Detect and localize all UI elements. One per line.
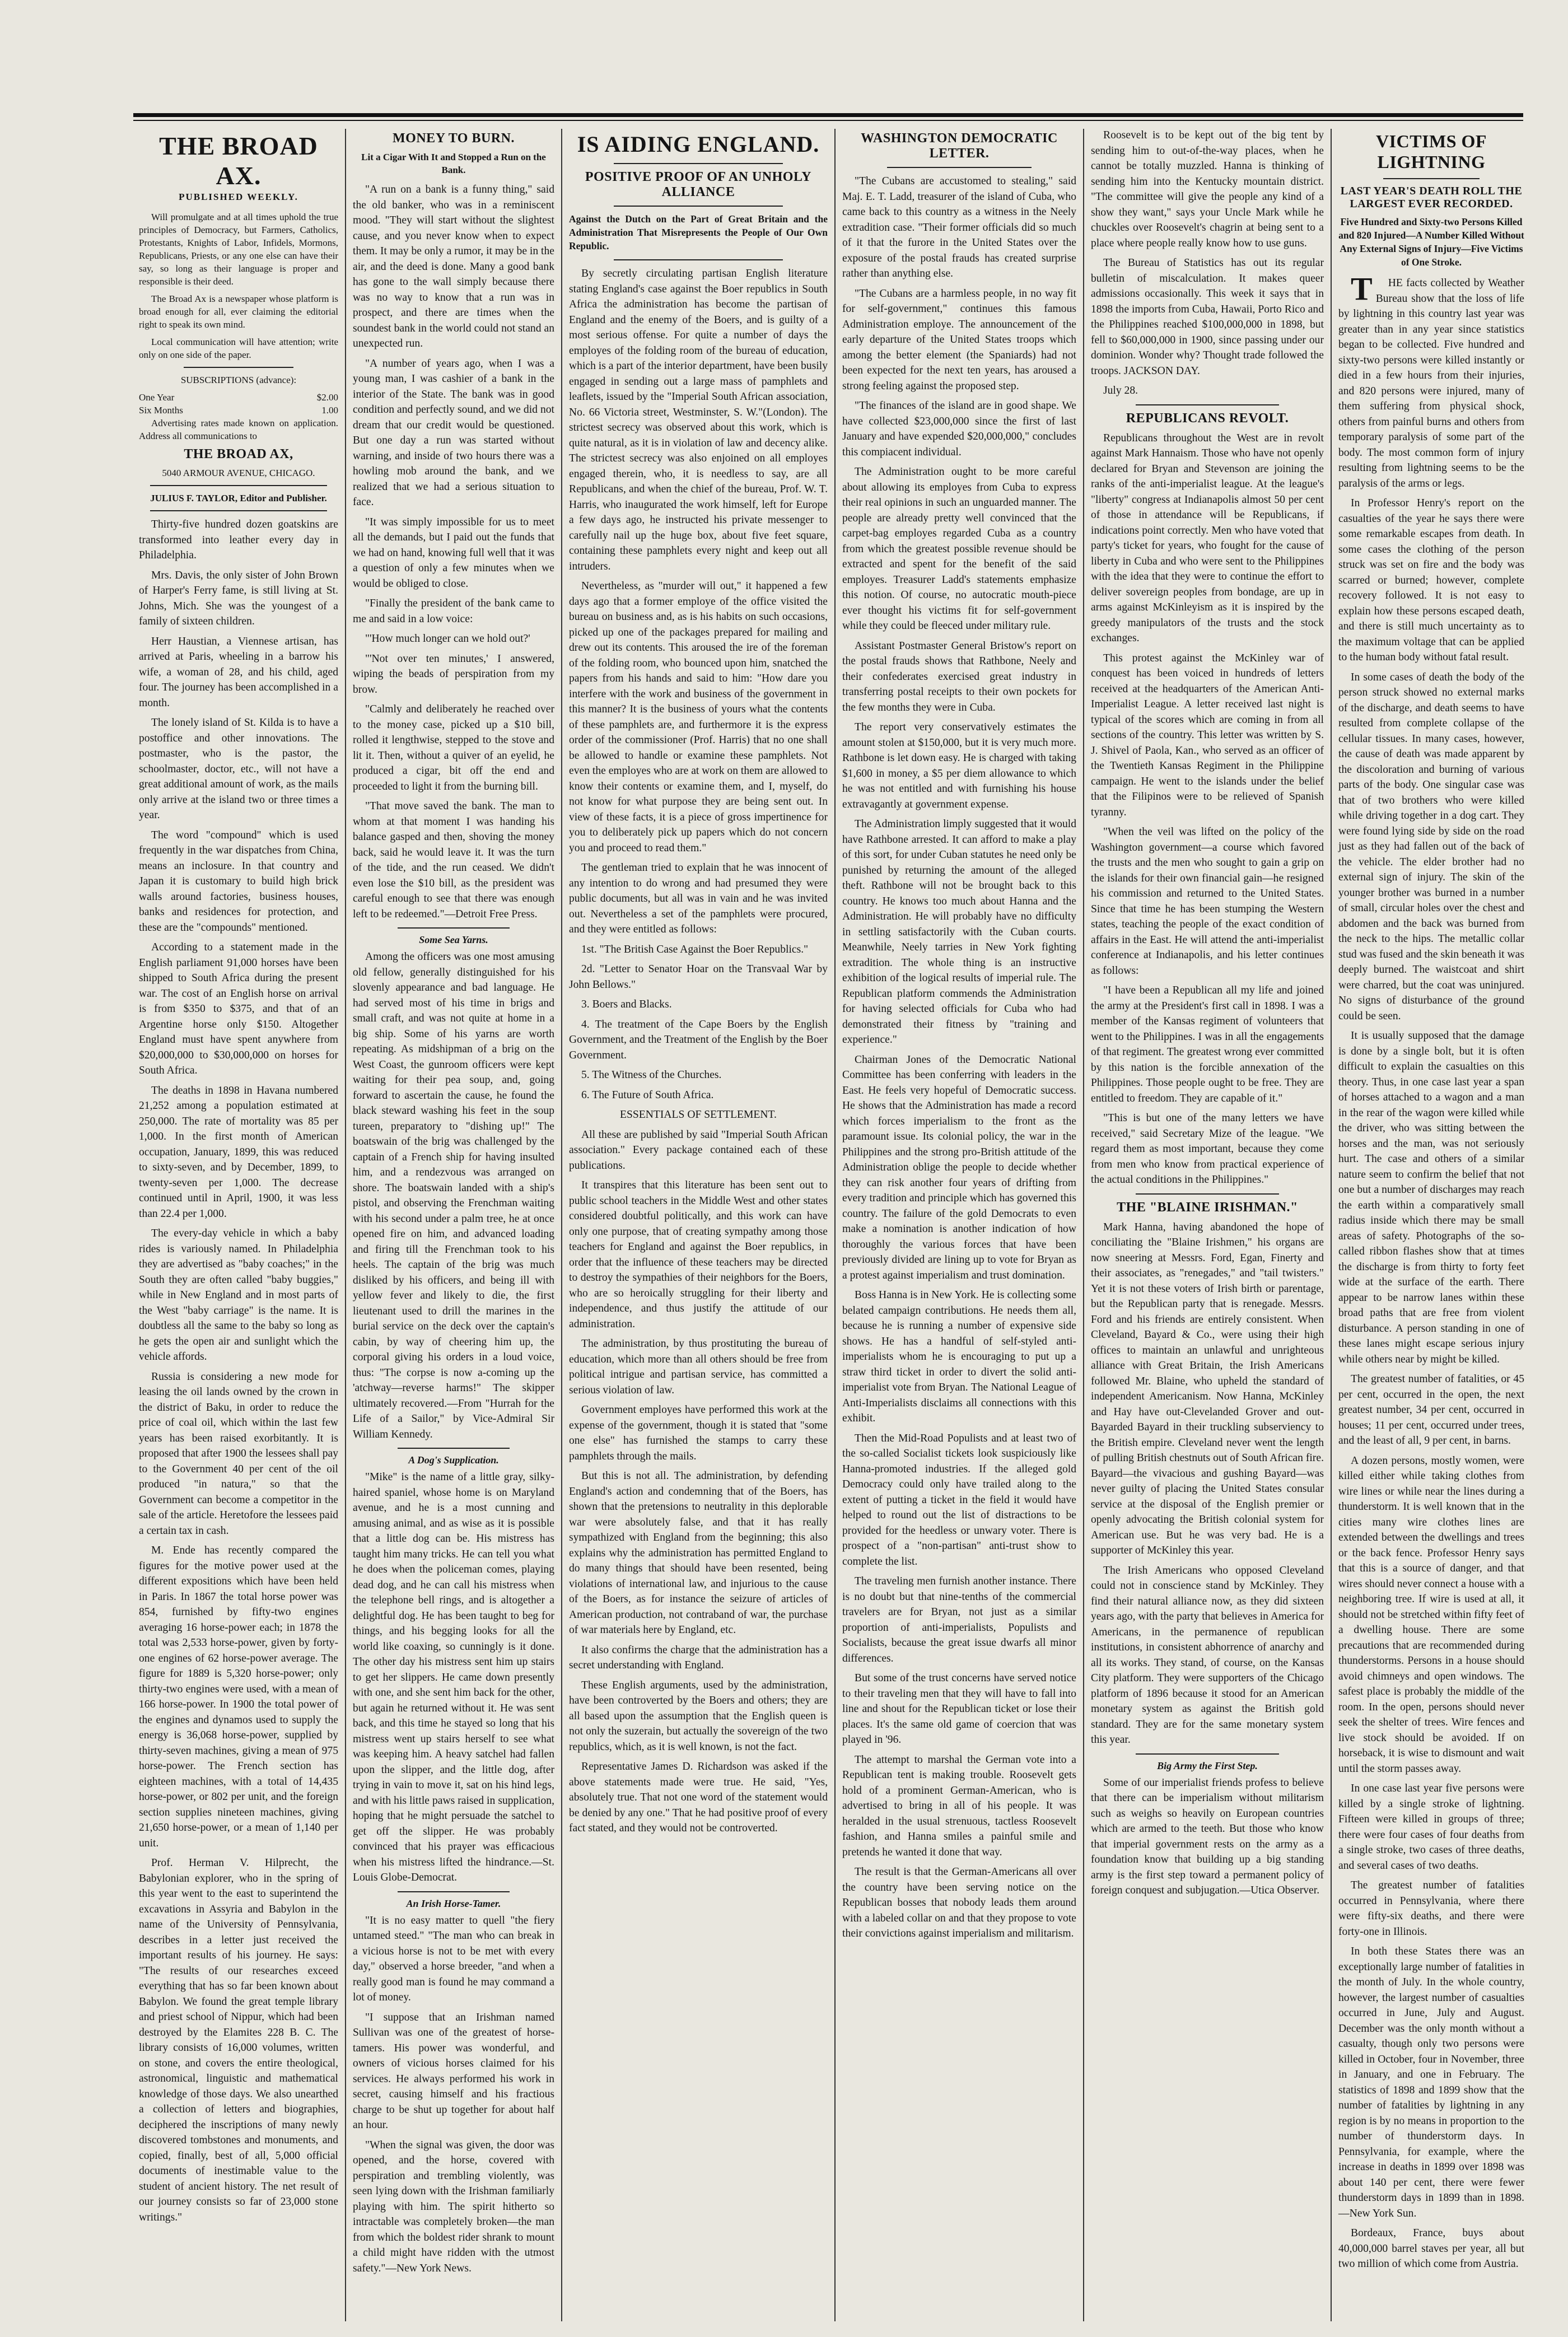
divider bbox=[614, 163, 783, 164]
paragraph: "Mike" is the name of a little gray, silky-haired spaniel, whose home is on Maryland avenue, and he is a most cunning and amusing animal, and as wise as it is possible that a little dog can be. His mistress has taught him many tricks. He can tell you what he does when the policeman comes, playing dead dog, and he can call his mistress when the telephone bell rings, and is altogether a delightful dog. He has been taught to beg for things, and his begging looks for all the world like coaxing, so cunningly is it done. The other day his mistress sent him up stairs to get her slippers. He came down presently with one, and she sent him back for the other, but again he returned without it. He was sent back, and this time he stayed so long that his mistress went up stairs herself to see what was keeping him. A heavy satchel had fallen upon the slipper, and the little dog, after trying in vain to move it, sat on his hind legs, and with his little paws raised in supplication, hoping that he might persuade the satchel to get off the slipper. He was probably convinced that his prayer was efficacious when his mistress lifted the hindrance.—St. Louis Globe-Democrat. bbox=[353, 1471, 554, 1883]
paragraph: Thirty-five hundred dozen goatskins are transformed into leather every day in Philadelphia. bbox=[139, 519, 338, 561]
subscriptions-heading: SUBSCRIPTIONS (advance): bbox=[180, 375, 297, 385]
list-item: 1st. "The British Case Against the Boer Republics." bbox=[581, 943, 809, 955]
list-item: 5. The Witness of the Churches. bbox=[581, 1069, 722, 1081]
subscription-label: One Year bbox=[139, 392, 175, 403]
list-tail: ESSENTIALS OF SETTLEMENT. bbox=[620, 1109, 777, 1121]
paragraph: But this is not all. The administration, by defending England's action and condemning that of the Boers, has shown that the pretensions to neutrality in this deplorable war were absolutely false, and that it has really sympathized with England from the beginning; this also explains why the administration has permitted England to do many things that should have been resented, being violations of international law, and injurious to the cause of the Boers, as for instance the seizure of articles of American production, not contraband of war, the purchase of war materials here by England, etc. bbox=[569, 1470, 828, 1636]
article-body bbox=[1091, 1775, 1324, 1898]
article-title: MONEY TO BURN. bbox=[393, 131, 515, 146]
address-street: 5040 ARMOUR AVENUE, CHICAGO. bbox=[162, 468, 315, 478]
paragraph: "This is but one of the many letters we have received," said Secretary Mize of the league. "We regard them as most important, because they come from men who know from practical experience of the actual conditions in the Philippines." bbox=[1091, 1112, 1324, 1186]
column-3 bbox=[564, 128, 832, 2323]
paragraph: The Bureau of Statistics has out its regular bulletin of miscalculation. It makes queer admissions occasionally. This week it says that in 1898 the imports from Cuba, Hawaii, Porto Rico and the Philippines reached $100,000,000 in 1898, but fell to $60,000,000 in 1900, since passing under our dominion. Wonder why? Thought trade followed the troops. JACKSON DAY. bbox=[1091, 257, 1324, 377]
paragraph: "It was simply impossible for us to meet all the demands, but I paid out the funds that we had on hand, knowing full well that it was a question of only a few minutes when we would be obliged to close. bbox=[353, 516, 554, 590]
paragraph: "I suppose that an Irishman named Sullivan was one of the greatest of horse-tamers. His power was wonderful, and owners of vicious horses claimed for his services. He always performed his work in secret, causing himself and his fractious charge to be shut up together for about half an hour. bbox=[353, 2011, 554, 2131]
paragraph: It is usually supposed that the damage is done by a single bolt, but it is often difficult to explain the casualties on this theory. Thus, in one case last year a span of horses attached to a wagon and a man in the rear of the wagon were killed while the driver, who was sitting between the horses and the man, was not seriously hurt. The case and others of a similar nature seem to confirm the belief that not one but a number of discharges may reach the earth within a comparatively small radius inside which there may be small areas of safety. Photographs of the so-called ribbon flashes show that at times the discharge is from thirty to forty feet wide at the surface of the earth. There appear to be narrow lanes within these broad paths that are free from violent disturbance. A person standing in one of these lanes might escape serious injury while others near by might be killed. bbox=[1338, 1030, 1524, 1365]
masthead-title: THE BROAD AX. bbox=[159, 132, 318, 190]
paragraph: "That move saved the bank. The man to whom at that moment I was handing his balance gasped and then, shoving the money back, said he would leave it. It was the turn of the tide, and the run ceased. We didn't even lose the $10 bill, as the president was careful enough to see that there was enough left to be redeemed."—Detroit Free Press. bbox=[353, 800, 554, 920]
dateline: July 28. bbox=[1103, 385, 1138, 397]
article-body bbox=[569, 266, 828, 937]
divider bbox=[150, 510, 327, 511]
paragraph: "The finances of the island are in good shape. We have collected $23,000,000 since the first of last January and have expended $20,000,000," concludes this compiacent individual. bbox=[842, 400, 1076, 458]
column-5 bbox=[1086, 128, 1328, 2323]
column-2 bbox=[348, 128, 559, 2323]
paragraph: Republicans throughout the West are in revolt against Mark Hannaism. Those who have not openly declared for Bryan and Stevenson are joining the ranks of the anti-imperialist league. At the league's "liberty" congress at Indianapolis almost 50 per cent of those in attendance will be Republicans, if indications point correctly. Men who have voted that party's ticket for years, who fought for the cause of liberty in Cuba and who were sent to the Philippines with the idea that they were to continue the effort to deliver sovereign peoples from bondage, are up in arms against McKinleyism as it is inspired by the greedy manipulators of the trusts and the stock exchanges. bbox=[1091, 432, 1324, 644]
paragraph: Russia is considering a new mode for leasing the oil lands owned by the crown in the district of Baku, in order to reduce the price of coal oil, which within the last few years has been raised exorbitantly. It is proposed that after 1900 the lessees shall pay to the Government 40 per cent of the oil produced "in natura," so that the Government can become a competitor in the sale of the article. Heretofore the lessees paid a certain tax in cash. bbox=[139, 1370, 338, 1537]
article-title: REPUBLICANS REVOLT. bbox=[1126, 411, 1289, 426]
divider bbox=[1136, 1193, 1279, 1195]
editor-line: JULIUS F. TAYLOR, Editor and Publisher. bbox=[150, 493, 327, 503]
divider bbox=[614, 206, 783, 207]
paragraph: In one case last year five persons were killed by a single stroke of lightning. Fifteen were killed in groups of three; there were four cases of four deaths from a single stroke, two cases of three deaths, and several cases of two deaths. bbox=[1338, 1783, 1524, 1872]
paragraph: In Professor Henry's report on the casualties of the year he says there were some remarkable escapes from death. In some cases the clothing of the person struck was set on fire and the body was scarred or burned; however, complete recovery followed. It is not easy to explain how these persons escaped death, and there is still much uncertainty as to the maximum voltage that can be applied to the human body without fatal result. bbox=[1338, 497, 1524, 663]
paragraph: The administration, by thus prostituting the bureau of education, which more than all others should be free from political intrigue and partisan service, has committed a serious violation of law. bbox=[569, 1338, 828, 1396]
list-item: 2d. "Letter to Senator Hoar on the Transvaal War by John Bellows." bbox=[569, 963, 828, 991]
paragraph: Mark Hanna, having abandoned the hope of conciliating the "Blaine Irishmen," his organs are now sneering at Messrs. Ford, Egan, Finerty and their associates, as "renegades," and "tail twisters." Yet it is not these voters of Irish birth or parentage, but the Republican party that is renegade. Messrs. Ford and his friends are entirely consistent. When Cleveland, Bayard & Co., were using their high offices to maintain an unlawful and unrighteous alliance with Great Britain, the Irish Americans followed Mr. Blaine, who upheld the standard of independent Americanism. Now Hanna, McKinley and Hay have out-Clevelanded Grover and out-Bayarded Bayard in their truckling subserviency to the British empire. Cleveland never went the length of pulling British chestnuts out of South African fire. Bayard—the vivacious and gushing Bayard—was never guilty of placing the United States consular service at the disposal of the English premier or openly advocating the British colonial system for American use. But he was very bad. He is a supporter of McKinley this year. bbox=[1091, 1221, 1324, 1556]
column-6 bbox=[1334, 128, 1529, 2323]
subscription-row bbox=[139, 404, 338, 417]
paragraph: But some of the trust concerns have served notice to their traveling men that they will have to fall into line and shout for the Republican ticket or lose their places. It's the same old game of coercion that was played in '96. bbox=[842, 1672, 1076, 1746]
paragraph: This protest against the McKinley war of conquest has been voiced in hundreds of letters received at the headquarters of the American Anti-Imperialist League. A letter received last night is typical of the scores which are coming in from all sections of the country. This letter was written by S. J. Shivel of Paola, Kan., who served as an officer of the Twentieth Kansas Regiment in the Philippine campaign. He went to the islands under the belief that the Filipinos were to be relieved of Spanish tyranny. bbox=[1091, 652, 1324, 818]
paragraph: "A number of years ago, when I was a young man, I was cashier of a bank in the interior of the State. The bank was in good condition and perfectly sound, and we did not dream that our credit would be questioned. But one day a run was started without warning, and inside of two hours there was a howling mob around the bank, and we realized that we had a serious situation to face. bbox=[353, 357, 554, 508]
column-1 bbox=[134, 128, 343, 2323]
subscription-row bbox=[139, 391, 338, 404]
paragraph: A dozen persons, mostly women, were killed either while taking clothes from wire lines or while near the lines during a thunderstorm. It is well known that in the cities many wire clothes lines are extended between the dwellings and trees or the back fence. Professor Henry says that this is a source of danger, and that wires should never connect a house with a neighboring tree. If wire is used at all, it should not be stretched within fifty feet of a dwelling house. There are some precautions that are recommended during thunderstorms. Persons in a house should avoid chimneys and open windows. The safest place is probably the middle of the room. In the open, persons should never seek the shelter of trees. Wire fences and live stock should be avoided. If on horseback, it is wise to dismount and wait until the storm passes away. bbox=[1338, 1454, 1524, 1775]
advertising-note: Advertising rates made known on application. Address all communications to bbox=[139, 418, 338, 441]
article-title: VICTIMS OF LIGHTNING bbox=[1376, 131, 1487, 172]
paragraph: The attempt to marshal the German vote into a Republican tent is making trouble. Roosevelt gets hold of a prominent German-American, who is advertised to bring in all of his people. It was heralded in the usual strenuous, tactless Roosevelt fashion, and Hanna smiles a painful smile and pretends he wanted it done that way. bbox=[842, 1753, 1076, 1858]
paragraph: Boss Hanna is in New York. He is collecting some belated campaign contributions. He needs them all, because he is running a number of expensive side shows. He has a handful of self-styled anti-imperialists whom he is encouraging to put up a straw third ticket in order to divert the solid anti-imperialist vote from Bryan. The National League of Anti-Imperialists disclaims all connections with this exhibit. bbox=[842, 1289, 1076, 1424]
paragraph: Roosevelt is to be kept out of the big tent by sending him to out-of-the-way places, when he cannot be totally muzzled. Hanna is thinking of sending him into the Kentucky mountain district. "The committee will give the people any kind of a show they want," says your Uncle Mark while he chuckles over Roosevelt's chagrin at being sent to a place where people really know how to use guns. bbox=[1091, 129, 1324, 249]
paragraph: The word "compound" which is used frequently in the war dispatches from China, means an inclosure. In that country and Japan it is customary to build high brick walls around factories, business houses, banks and residences for protection, and these are the "compounds" mentioned. bbox=[139, 829, 338, 934]
article-title: Big Army the First Step. bbox=[1157, 1760, 1258, 1771]
paragraph: Representative James D. Richardson was asked if the above statements made were true. He said, "Yes, absolutely true. That not one word of the statement would be denied by any one." That he had positive proof of every fact stated, and they would not be controverted. bbox=[569, 1761, 828, 1834]
article-body bbox=[1338, 270, 1524, 2272]
divider bbox=[150, 485, 327, 486]
paragraph: "Finally the president of the bank came to me and said in a low voice: bbox=[353, 598, 554, 625]
policy-text: Local communication will have attention; write only on one side of the paper. bbox=[139, 337, 338, 360]
top-rule-thin bbox=[133, 120, 1523, 121]
paragraph: "When the veil was lifted on the policy of the Washington government—a course which favored the trusts and the men who sought to gain a grip on the islands for their own financial gain—he resigned his commission and returned to the United States. Since that time he has been stumping the Western states, teaching the people of the exact condition of affairs in the East. He will attend the anti-imperialist conference at Indianapolis, and his letter continues as follows: bbox=[1091, 826, 1324, 977]
masthead-subtitle: PUBLISHED WEEKLY. bbox=[179, 192, 298, 202]
article-title: Some Sea Yarns. bbox=[419, 934, 488, 945]
paragraph: Then the Mid-Road Populists and at least two of the so-called Socialist tickets look suspiciously like Hanna-promoted industries. If the alleged gold Democracy could only have trailed along to the extent of putting a ticket in the field it would have helped to round out the list of distractions to be provided for the heedless or unwary voter. There is prospect of a "non-partisan" anti-trust show to complete the list. bbox=[842, 1432, 1076, 1568]
subscription-label: Six Months bbox=[139, 405, 183, 416]
divider bbox=[398, 927, 510, 929]
list-item: 3. Boers and Blacks. bbox=[581, 999, 672, 1010]
article-body bbox=[569, 1127, 828, 1836]
divider bbox=[398, 1891, 510, 1892]
paragraph: "The Cubans are accustomed to stealing," said Maj. E. T. Ladd, treasurer of the island of Cuba, who came back to this country as a witness in the Neely extradition case. "Their former officials did so much of it that the furore in the United States over the exposure of the postal frauds has created surprise rather than anything else. bbox=[842, 175, 1076, 279]
paragraph: Nevertheless, as "murder will out," it happened a few days ago that a former employe of the office visited the bureau on business and, as is his habits on such occasions, picked up one of the packages prepared for mailing and drew out its contents. This aroused the ire of the foreman of the folding room, who bounced upon him, snatched the papers from his hands and said to him: "How dare you interfere with the work and business of the government in this manner? It is the business of yours what the contents of these pamphlets are, and furthermore it is the express order of the commissioner (Prof. Harris) that no one shall be allowed to handle or examine these pamphlets. Not even the employes who are at work on them are allowed to know their contents or examine them, and I, myself, do not know for what purpose they are being sent out. In view of these facts, it is a piece of gross impertinence for you to deliberately pick up papers which do not concern you and proceed to read them." bbox=[569, 580, 828, 854]
article-body bbox=[353, 1913, 554, 2277]
paragraph: The greatest number of fatalities occurred in Pennsylvania, where there were fifty-six deaths, and there were forty-one in Illinois. bbox=[1338, 1879, 1524, 1938]
column-rule bbox=[834, 129, 836, 2321]
article-body bbox=[842, 174, 1076, 1942]
paragraph: "'How much longer can we hold out?' bbox=[365, 633, 530, 645]
paragraph: The deaths in 1898 in Havana numbered 21,252 among a population estimated at 250,000. The rate of mortality was 85 per 1,000. In the first month of American occupation, January, 1899, this was reduced to sixty-seven, and by December, 1899, to twenty-seven per 1,000. The decrease continued until in April, 1900, it was less than 22.4 per 1,000. bbox=[139, 1084, 338, 1220]
policy-text: Will promulgate and at all times uphold the true principles of Democracy, but Farmers, Catholics, Protestants, Knights of Labor, Infidels, Mormons, Republicans, Priests, or any one else can have their say, so long as their language is proper and responsible is their deed. bbox=[139, 212, 338, 287]
paragraph: "The Cubans are a harmless people, in no way fit for self-government," continues this famous Administration employe. The announcement of the early departure of the United States troops which among the better element (the Spaniards) had not been expected for the next ten years, has aroused a strong feeling against the proposed step. bbox=[842, 287, 1076, 392]
column-rule bbox=[1331, 129, 1332, 2321]
paragraph: The Administration limply suggested that it would have Rathbone arrested. It can afford to make a play of this sort, for under Cuban statutes he need only be punished by returning the amount of the alleged theft. Rathbone will not be brought back to this country. He knows too much about Hanna and the Administration. He will probably have no difficulty in settling satisfactorily with the Cuban courts. Meanwhile, Neely tarries in New York fighting extradition. The whole thing is an instructive exhibition of the logical results of imperial rule. The Republican platform commends the Administration for having selected officials for Cuba who had demonstrated their fitness by "training and experience." bbox=[842, 818, 1076, 1046]
paragraph: Mrs. Davis, the only sister of John Brown of Harper's Ferry fame, is still living at St. Johns, Mich. She was the youngest of a family of sixteen children. bbox=[139, 569, 338, 627]
divider bbox=[1136, 404, 1279, 405]
article-body bbox=[1091, 1220, 1324, 1748]
paragraph: Prof. Herman V. Hilprecht, the Babylonian explorer, who in the spring of this year went to the east to superintend the excavations in Assyria and Babylon in the name of the University of Pennsylvania, describes in a letter just received the important results of his journey. He says: "The results of our researches exceed everything that has so far been known about Babylon. We found the great temple library and priest school of Nippur, which had been destroyed by the Elamites 228 B. C. The library consists of 16,000 volumes, written on stone, and covers the entire theological, astronomical, linguistic and mathematical knowledge of those days. We also unearthed a collection of letters and biographies, deciphered the inscriptions of many newly discovered tombstones and monuments, and copied, finally, best of all, 5,000 official documents of inestimable value to the student of ancient history. The net result of our journey consists so far of 23,000 stone writings." bbox=[139, 1857, 338, 2223]
article-title: A Dog's Supplication. bbox=[408, 1454, 499, 1466]
paragraph: It also confirms the charge that the administration has a secret understanding with England. bbox=[569, 1644, 828, 1671]
paragraph: In both these States there was an exceptionally large number of fatalities in the month of July. In the whole country, however, the largest number of casualties occurred in June, July and August. December was the only month without a casualty, though only two persons were killed in October, four in November, three in January, and one in February. The statistics of 1898 and 1899 show that the number of fatalities by lightning in any region is by no means in proportion to the number of thunderstorm days. In Pennsylvania, for example, where the increase in deaths in 1899 over 1898 was about 140 per cent, there were fewer thunderstorm days in 1899 than in 1898.—New York Sun. bbox=[1338, 1946, 1524, 2219]
article-title: THE "BLAINE IRISHMAN." bbox=[1117, 1200, 1298, 1215]
article-title: WASHINGTON DEMOCRATIC LETTER. bbox=[861, 131, 1058, 161]
top-rule bbox=[133, 113, 1523, 117]
pamphlet-list bbox=[569, 942, 828, 1103]
paragraph: All these are published by said "Imperial South African association." Every package contained each of these publications. bbox=[569, 1128, 828, 1172]
paragraph: M. Ende has recently compared the figures for the motive power used at the different expositions which have been held in Paris. In 1867 the total horse power was 854, furnished by fifty-two engines averaging 16 horse-power each; in 1878 the total was 2,533 horse-power, given by forty-one engines of 62 horse-power average. The figure for 1889 is 5,320 horse-power; only thirty-two engines were used, with a mean of 166 horse-power. In 1900 the total power of the engines and dynamos used to supply the energy is 36,068 horse-power, supplied by thirty-seven machines, giving a mean of 975 horse-power. The French section has eighteen machines, with a total of 14,435 horse-power, or 802 per unit, and the foreign section supplies nineteen machines, giving 21,650 horse-power, or a mean of 1,140 per unit. bbox=[139, 1545, 338, 1849]
paragraph: Among the officers was one most amusing old fellow, generally distinguished for his slovenly appearance and bad language. He had served most of his time in brigs and small craft, and was not quite at home in a big ship. Some of his yarns are worth repeating. As midshipman of a brig on the West Coast, the gunroom officers were kept waiting for their pea soup, and, going forward to ascertain the cause, he found the black steward washing his feet in the soup tureen, preparatory to "dishing up!" The boatswain of the brig was challenged by the captain of a French ship for having insulted him, and a rendezvous was arranged on shore. The boatswain landed with a ship's pistol, and observing the Frenchman waiting with his second under a palm tree, he at once opened fire on him, and advanced loading and firing till the Frenchman took to his heels. The captain of the brig was much disliked by his officers, and being ill with yellow fever and likely to die, the first lieutenant used to drill the marines in the burial service on the deck over the captain's cabin, by way of cheering him up, the corporal giving his orders in a loud voice, thus: "The corpse is now a-coming up the 'atchway—reverse harms!" The skipper ultimately recovered.—From "Hurrah for the Life of a Sailor," by Vice-Admiral Sir William Kennedy. bbox=[353, 951, 554, 1440]
column-4 bbox=[838, 128, 1081, 2323]
paragraph: It transpires that this literature has been sent out to public school teachers in the Middle West and other states considered doubtful politically, and this work can have only one purpose, that of creating sympathy among those teachers for England and against the Boer republics, in order that the influence of these teachers may be directed to destroy the sympathies of their neighbors for the Boers, who are so heroically struggling for their liberty and independence, and thus justify the attitude of our administration. bbox=[569, 1179, 828, 1330]
paragraph: THE facts collected by Weather Bureau show that the loss of life by lightning in this country last year was greater than in any year since statistics began to be collected. Five hundred and sixty-two persons were killed instantly or died in a few hours from their injuries, and 820 persons were injured, many of them suffering from physical shock, others from painful burns and others from temporary paralysis of some part of the body. The most common form of injury resulting from lightning seems to be the paralysis of the arms or legs. bbox=[1338, 270, 1524, 489]
paragraph: "Calmly and deliberately he reached over to the money case, picked up a $10 bill, rolled it lengthwise, stepped to the stove and lit it. Then, without a quiver of an eyelid, he produced a cigar, bit off the end and proceeded to light it from the burning bill. bbox=[353, 703, 554, 792]
paragraph: In some cases of death the body of the person struck showed no external marks of the discharge, and death seems to have resulted from complete collapse of the cellular tissues. In many cases, however, the cause of death was made apparent by the discoloration and burning of various parts of the body. One singular case was that of two brothers who were killed while driving together in a dog cart. They were found lying side by side on the road just as they had fallen out of the back of the vehicle. The elder brother had no external sign of injury. The skin of the younger brother was burned in a number of small, circular holes over the chest and abdomen and the back was burned from the neck to the hips. The metallic collar stud was fused and the skin beneath it was deeply burned. The waistcoat and shirt were charred, but the coat was uninjured. No signs of disturbance of the ground could be seen. bbox=[1338, 671, 1524, 1022]
article-title: IS AIDING ENGLAND. bbox=[577, 132, 820, 157]
divider bbox=[1383, 178, 1480, 179]
paragraph: Herr Haustian, a Viennese artisan, has arrived at Paris, wheeling in a barrow his wife, a woman of 28, and his child, aged four. The journey has been accomplished in a month. bbox=[139, 635, 338, 709]
list-item: 4. The treatment of the Cape Boers by the English Government, and the Treatment of the English by the Boer Government. bbox=[569, 1018, 828, 1061]
list-item: 6. The Future of South Africa. bbox=[581, 1089, 714, 1101]
paragraph: "I have been a Republican all my life and joined the army at the President's first call in 1898. I was a member of the Kansas regiment of volunteers that went to the Philippines. I was in all the engagements of that regiment. The greatest wrong ever committed by this nation is the forcible annexation of the Philippines. Those people ought to be free. They are entitled to freedom. They are capable of it." bbox=[1091, 985, 1324, 1104]
paragraph: Government employes have performed this work at the expense of the government, though it is stated that "some one else" has furnished the stamps to carry these pamphlets through the mails. bbox=[569, 1404, 828, 1462]
divider bbox=[887, 167, 1032, 168]
column-rule bbox=[345, 129, 346, 2321]
paragraph: The greatest number of fatalities, or 45 per cent, occurred in the open, the next greatest number, 34 per cent, occurred in houses; 11 per cent, occurred under trees, and the least of all, 9 per cent, in barns. bbox=[1338, 1373, 1524, 1447]
policy-text: The Broad Ax is a newspaper whose platform is broad enough for all, ever claiming the editorial right to speak its own mind. bbox=[139, 293, 338, 330]
divider bbox=[614, 259, 783, 260]
divider bbox=[184, 367, 293, 368]
article-dek: Against the Dutch on the Part of Great Britain and the Administration That Misrepresents the People of Our Own Republic. bbox=[569, 213, 828, 251]
paragraph: By secretly circulating partisan English literature stating England's case against the Boer republics in South Africa the administration has become the partisan of England and the enemy of the Boers, and is guilty of a most serious offense. For quite a number of days the employes of the folding room of the bureau of education, which is a part of the interior department, have been busily engaged in sending out a large mass of pamphlets and leaflets, issued by the "Imperial South African association, No. 66 Victoria street, Westminster, S. W."(London). The strictest secrecy was observed about this work, which is quite natural, as it is in violation of law and decency alike. The strictest secrecy was also enjoined on all employes engaged therein, who, it is needless to say, are all Republicans, and when the chief of the bureau, Prof. W. T. Harris, who inaugurated the work himself, left for Europe a few days ago, he instructed his private messenger to carefully nail up the huge box, about five feet square, containing these pamphlets every night and keep out all intruders. bbox=[569, 268, 828, 572]
article-title: An Irish Horse-Tamer. bbox=[406, 1897, 501, 1909]
article-body bbox=[353, 949, 554, 1442]
paragraph: The traveling men furnish another instance. There is no doubt but that nine-tenths of the commercial travelers are for Bryan, not just as a similar proportion of anti-imperialists, Populists and Socialists, because the great issue dwarfs all minor differences. bbox=[842, 1575, 1076, 1664]
paragraph: These English arguments, used by the administration, have been controverted by the Boers and others; they are all based upon the assumption that the English queen is not only the suzerain, but actually the sovereign of the two republics, which, as it is well known, is not the fact. bbox=[569, 1679, 828, 1753]
address-name: THE BROAD AX, bbox=[184, 447, 293, 461]
news-items bbox=[139, 517, 338, 2225]
paragraph: Some of our imperialist friends profess to believe that there can be imperialism without militarism such as weighs so heavily on European countries which are armed to the teeth. But those who know that imperial government rests on the army as a foundation know that building up a big standing army is the first step toward a permanent policy of foreign conquest and subjugation.—Utica Observer. bbox=[1091, 1776, 1324, 1896]
paragraph: "A run on a bank is a funny thing," said the old banker, who was in a reminiscent mood. "They will start without the slightest cause, and you never know when to expect them. It may be only a rumor, it may be in the air, and the deed is done. Many a good bank has gone to the wall simply because there was no way to know that a run was in prospect, and there are times when the soundest bank in the world could not stand an unexpected run. bbox=[353, 184, 554, 349]
paragraph: The every-day vehicle in which a baby rides is variously named. In Philadelphia they are advertised as "baby coaches;" in the South they are often called "baby buggies," while in New England and in most parts of the West "baby carriage" is the name. It is doubtless all the same to the baby so long as he gets the open air and sunlight which the vehicle affords. bbox=[139, 1228, 338, 1363]
paragraph: The Administration ought to be more careful about allowing its employes from Cuba to express their real opinions in such an unguarded manner. The people are already pretty well convinced that the carpet-bag employes regarded Cuba as a country from which the greatest possible revenue should be extracted and spent for the benefit of the said employes. Treasurer Ladd's statements emphasize this notion. Of course, no autocratic mouth-piece ever thought his victims fit for self-government while they could be fleeced under military rule. bbox=[842, 466, 1076, 632]
divider bbox=[398, 1448, 510, 1449]
article-subtitle: POSITIVE PROOF OF AN UNHOLY ALLIANCE bbox=[585, 170, 812, 199]
paragraph: The report very conservatively estimates the amount stolen at $150,000, but it is very much more. Rathbone is let down easy. He is charged with taking $1,600 in money, a $5 per diem allowance to which he was not entitled and with furnishing his house extravagantly at government expense. bbox=[842, 721, 1076, 810]
paragraph: The gentleman tried to explain that he was innocent of any intention to do wrong and had presumed they were public documents, but all was in vain and he was invited out. Nevertheless a set of the pamphlets were procured, and they were entitled as follows: bbox=[569, 862, 828, 935]
paragraph: The result is that the German-Americans all over the country have been serving notice on the Republican bosses that nobody leads them around with a labeled collar on and that they propose to vote their convictions against imperialism and militarism. bbox=[842, 1866, 1076, 1939]
article-subtitle: LAST YEAR'S DEATH ROLL THE LARGEST EVER RECORDED. bbox=[1340, 185, 1523, 210]
article-body bbox=[1091, 128, 1324, 379]
column-rule bbox=[1083, 129, 1084, 2321]
article-body bbox=[353, 182, 554, 922]
paragraph: "It is no easy matter to quell "the fiery untamed steed." "The man who can break in a vicious horse is not to be met with every day," observed a horse breeder, "and when a really good man is found he may command a lot of money. bbox=[353, 1914, 554, 2003]
paragraph: "When the signal was given, the door was opened, and the horse, covered with perspiration and trembling violently, was seen lying down with the Irishman familiarly playing with him. The spirit hitherto so intractable was completely broken—the man from which the boldest rider shrank to mount a child might have ridden with the utmost safety."—New York News. bbox=[353, 2139, 554, 2274]
paragraph: Assistant Postmaster General Bristow's report on the postal frauds shows that Rathbone, Neely and their confederates exercised great industry in transferring postal receipts to their own pockets for the few months they were in Cuba. bbox=[842, 640, 1076, 713]
article-body bbox=[1091, 431, 1324, 1188]
paragraph: According to a statement made in the English parliament 91,000 horses have been shipped to South Africa during the present war. The cost of an English horse on arrival is from $350 to $375, and that of an Argentine horse only $150. Altogether England must have spent anywhere from $20,000,000 to $30,000,000 on horses for South Africa. bbox=[139, 941, 338, 1076]
paragraph: The Irish Americans who opposed Cleveland could not in conscience stand by McKinley. They find their natural alliance now, as they did sixteen years ago, with the party that believes in America for Americans, in the permanence of republican institutions, in consistent abhorrence of anarchy and all its works. They stand, of course, on the Kansas City platform. They were supporters of the Chicago platform of 1896 because it stood for an American monetary system as against the British gold standard. They are for the same monetary system this year. bbox=[1091, 1564, 1324, 1746]
paragraph: Bordeaux, France, buys about 40,000,000 barrel staves per year, all but two million of which come from Austria. bbox=[1338, 2227, 1524, 2270]
paragraph: The lonely island of St. Kilda is to have a postoffice and other innovations. The postmaster, who is the pastor, the schoolmaster, doctor, etc., will not have a great additional amount of work, as the mails only arrive at the island two or three times a year. bbox=[139, 717, 338, 821]
article-body bbox=[353, 1470, 554, 1886]
article-dek: Lit a Cigar With It and Stopped a Run on the Bank. bbox=[361, 152, 546, 175]
subscription-price: 1.00 bbox=[321, 405, 338, 416]
subscription-price: $2.00 bbox=[316, 392, 338, 403]
paragraph: "'Not over ten minutes,' I answered, wiping the beads of perspiration from my brow. bbox=[353, 652, 554, 696]
paragraph: Chairman Jones of the Democratic National Committee has been conferring with leaders in the East. He feels very hopeful of Democratic success. He shows that the Administration has made a record which forces imperialism to the front as the paramount issue. Its colonial policy, the war in the Philippines and the strong pro-British attitude of the Administration oblige the people to decide whether they can risk another four years of drifting from every tradition and principle which has governed this country. The failure of the gold Democrats to even make a nomination is another indication of how thoroughly the various forces that have been previously divided are lining up to vote for Bryan as a protest against imperialism and trust domination. bbox=[842, 1053, 1076, 1281]
divider bbox=[1136, 1753, 1279, 1755]
column-rule bbox=[561, 129, 562, 2321]
article-dek: Five Hundred and Sixty-two Persons Killed and 820 Injured—A Number Killed Without Any External Signs of Injury—Five Victims of One Stroke. bbox=[1338, 216, 1524, 268]
